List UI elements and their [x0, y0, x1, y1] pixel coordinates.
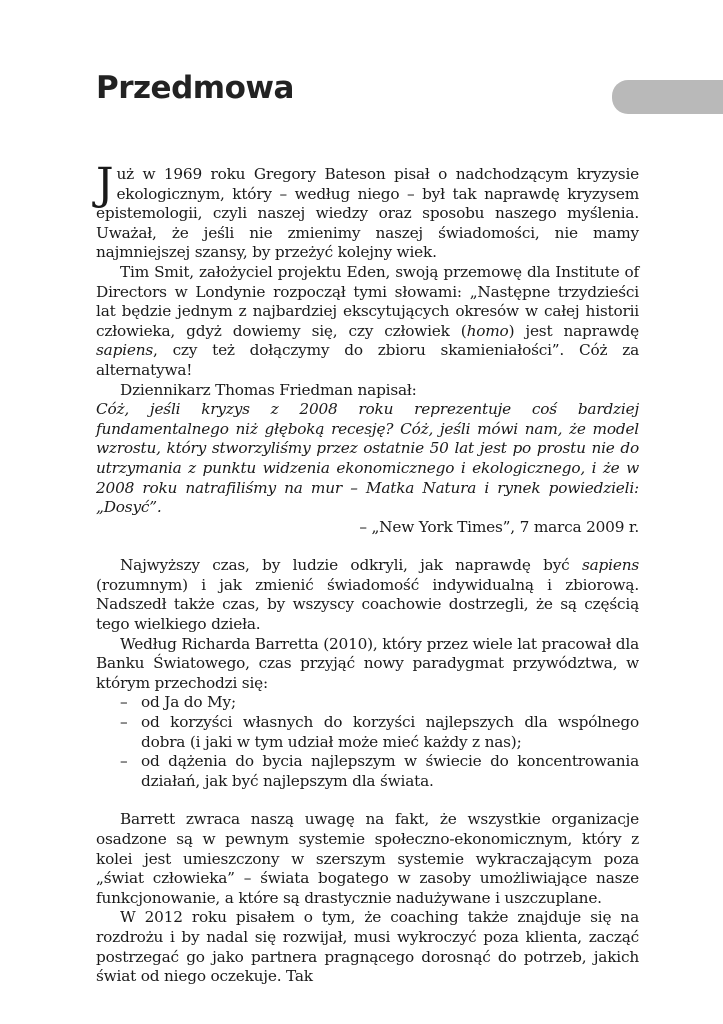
- dash-list: [96, 693, 639, 791]
- quote-citation: – „New York Times”, 7 marca 2009 r.: [359, 517, 639, 536]
- drop-cap: J: [96, 159, 114, 210]
- paragraph-3: Dziennikarz Thomas Friedman napisał:: [120, 380, 417, 399]
- paragraph-7: W 2012 roku pisałem o tym, że coaching także znajduje się na rozdrożu i by nadal się rozwijał, musi wykroczyć poza klienta, zacząć postrzegać go jako partnera pragnącego dorosnąć do potrzeb, jakich świat od niego oczekuje. Tak: [96, 908, 639, 986]
- paragraph-2: Tim Smit, założyciel projektu Eden, swoją przemowę dla Institute of Directors w Londynie rozpoczął tymi słowami: „Następne trzydzieści lat będzie jednym z najbardziej ekscytujących okresów w całej historii człowieka, gdyż dowiemy się, czy człowiek (homo) jest naprawdę sapiens, czy też dołączymy do zbioru skamieniałości”. Cóż za alternatywa!: [96, 262, 639, 379]
- paragraph-6: Barrett zwraca naszą uwagę na fakt, że wszystkie organizacje osadzone są w pewnym systemie społeczno-ekonomicznym, który z kolei jest umieszczony w szerszym systemie wykraczającym poza „świat człowieka” – świata bogatego w zasoby umożliwiające nasze funkcjonowanie, a które są drastycznie nadużywane i uszczuplane.: [96, 810, 639, 907]
- page-title: Przedmowa: [96, 70, 294, 106]
- block-quote: Cóż, jeśli kryzys z 2008 roku reprezentuje coś bardziej fundamentalnego niż głęboką recesję? Cóż, jeśli mówi nam, że model wzrostu, który stworzyliśmy przez ostatnie 50 lat jest po prostu nie do utrzymania z punktu widzenia ekonomicznego i ekologicznego, i że w 2008 roku natrafiliśmy na mur – Matka Natura i rynek powiedzieli: „Dosyć”.: [96, 400, 639, 517]
- body-text: [96, 159, 639, 987]
- list-item: – od dążenia do bycia najlepszym w świecie do koncentrowania działań, jak być najlepszym dla świata.: [120, 752, 639, 791]
- paragraph-4: Najwyższy czas, by ludzie odkryli, jak naprawdę być sapiens (rozumnym) i jak zmienić świadomość indywidualną i zbiorową. Nadszedł także czas, by wszyscy coachowie dostrzegli, że są częścią tego wielkiego dzieła.: [96, 556, 639, 634]
- chapter-tab: [612, 80, 723, 114]
- list-item: – od Ja do My;: [120, 693, 639, 713]
- paragraph-5: Według Richarda Barretta (2010), który przez wiele lat pracował dla Banku Światowego, czas przyjąć nowy paradygmat przywództwa, w którym przechodzi się:: [96, 634, 639, 692]
- list-item: – od korzyści własnych do korzyści najlepszych dla wspólnego dobra (i jaki w tym udział może mieć każdy z nas);: [120, 713, 639, 752]
- paragraph-1: Już w 1969 roku Gregory Bateson pisał o nadchodzącym kryzysie ekologicznym, który – według niego – był tak naprawdę kryzysem epistemologii, czyli naszej wiedzy oraz sposobu naszego myślenia. Uważał, że jeśli nie zmienimy naszej świadomości, nie mamy najmniejszej szansy, by przeżyć kolejny wiek.: [96, 159, 639, 262]
